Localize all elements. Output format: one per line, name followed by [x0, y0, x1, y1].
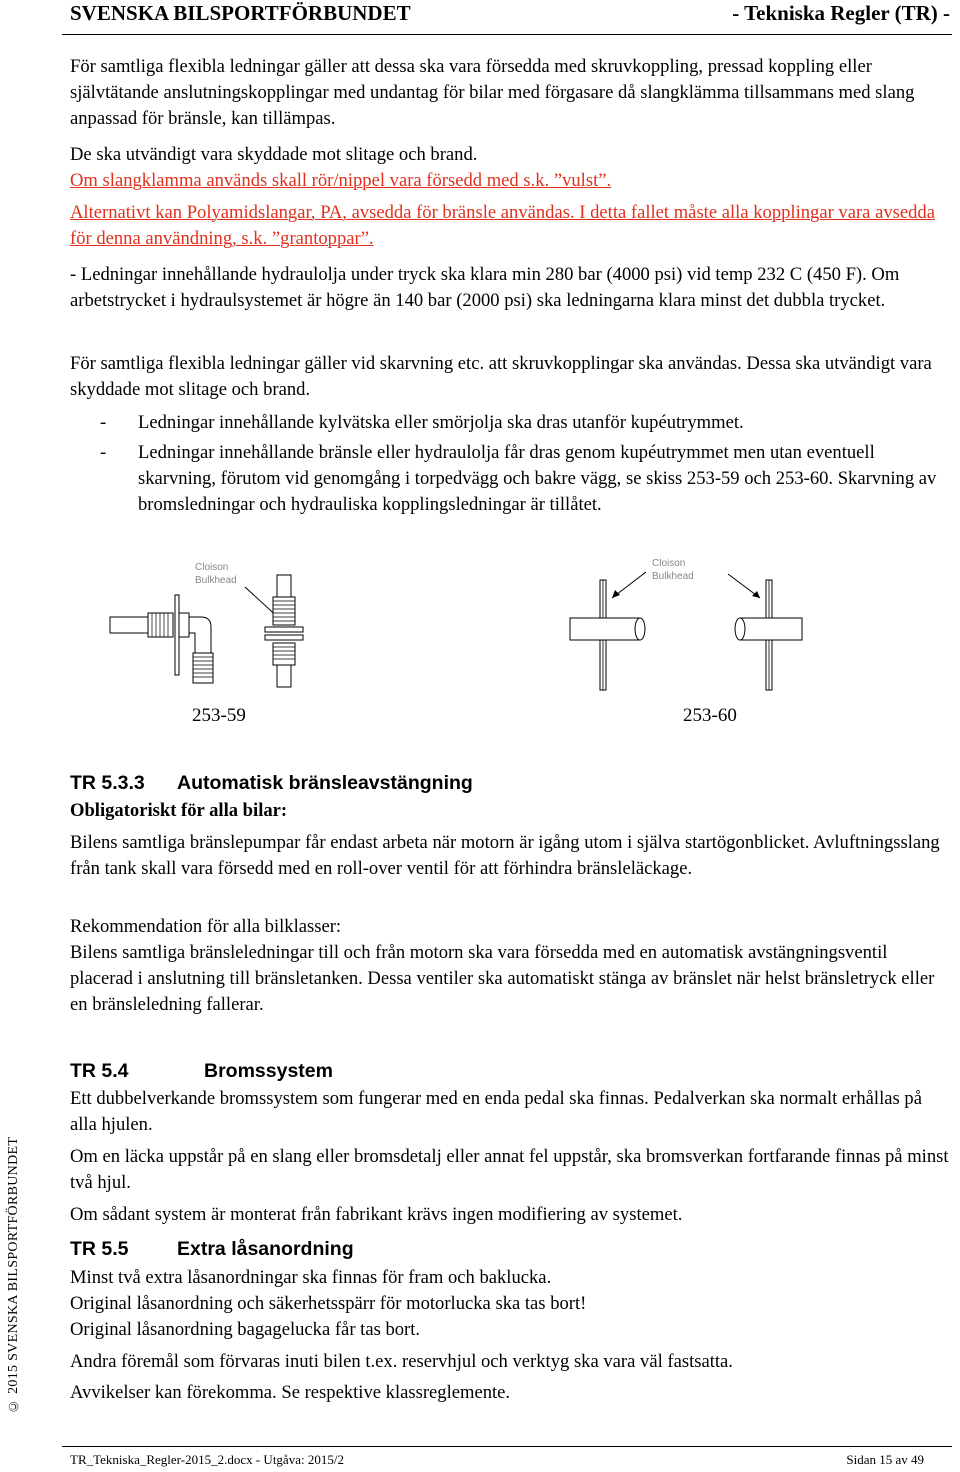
- section-5-3-3-subtitle: Obligatoriskt för alla bilar:: [70, 800, 288, 821]
- figure-caption-253-59: 253-59: [192, 705, 246, 726]
- footer-page-number: Sidan 15 av 49: [846, 1452, 924, 1467]
- figure-caption-253-60: 253-60: [683, 705, 737, 726]
- paragraph-flexible-lines: För samtliga flexibla ledningar gäller att dessa ska vara försedda med skruvkoppling, pressad koppling eller självtätande anslutningskopplingar med undantag för bilar med förgasare då slangklämma tillsammans med slang anpassad för bränsle, kan tillämpas.: [70, 56, 915, 129]
- header-divider: [62, 34, 952, 35]
- section-number-5-3-3: TR 5.3.3: [70, 772, 145, 794]
- paragraph-shutoff-valve: Bilens samtliga bränsleledningar till och från motorn ska vara försedda med en automatisk avstängningsventil placerad i anslutning till bränsletanken. Dessa ventiler ska automatiskt stänga av bränslet när helst bränsletryck eller en bränsleledning fallerar.: [70, 942, 935, 1015]
- line-deviations: Avvikelser kan förekomma. Se respektive klassreglemente.: [70, 1382, 511, 1403]
- line-original-lock-trunk: Original låsanordning bagagelucka får tas bort.: [70, 1319, 421, 1340]
- bullet-dash: -: [100, 412, 107, 433]
- paragraph-dual-brake: Ett dubbelverkande bromssystem som fungerar med en enda pedal ska finnas. Pedalverkan ska normalt erhållas på alla hjulen.: [70, 1088, 922, 1135]
- page-header: [70, 0, 950, 28]
- section-title-5-5: Extra låsanordning: [177, 1238, 354, 1260]
- paragraph-recommendation-title: Rekommendation för alla bilklasser:: [70, 916, 342, 937]
- figure-label-cloison: Cloison: [195, 562, 229, 573]
- bullet-coolant: Ledningar innehållande kylvätska eller smörjolja ska dras utanför kupéutrymmet.: [138, 412, 744, 433]
- figure-label-cloison: Cloison: [652, 558, 686, 569]
- paragraph-red-hose-clamp: Om slangklamma används skall rör/nippel vara försedd med s.k. ”vulst”.: [70, 170, 612, 191]
- paragraph-joints: För samtliga flexibla ledningar gäller vid skarvning etc. att skruvkopplingar ska användas. Dessa ska utvändigt vara skyddade mot slitage och brand.: [70, 353, 932, 400]
- bullet-dash: -: [100, 442, 107, 463]
- figure-label-bulkhead: Bulkhead: [195, 575, 237, 586]
- header-org: SVENSKA BILSPORTFÖRBUNDET: [70, 1, 411, 25]
- section-title-5-3-3: Automatisk bränsleavstängning: [177, 772, 473, 794]
- paragraph-protection: De ska utvändigt vara skyddade mot slitage och brand.: [70, 144, 478, 165]
- paragraph-brake-leak: Om en läcka uppstår på en slang eller bromsdetalj eller annat fel uppstår, ska bromsverkan fortfarande finnas på minst två hjul.: [70, 1146, 949, 1193]
- figure-label-bulkhead: Bulkhead: [652, 571, 694, 582]
- line-secured-items: Andra föremål som förvaras inuti bilen t.ex. reservhjul och verktyg ska vara väl fastsatta.: [70, 1351, 733, 1372]
- section-number-5-5: TR 5.5: [70, 1238, 129, 1260]
- line-original-lock-hood: Original låsanordning och säkerhetsspärr för motorlucka ska tas bort!: [70, 1293, 587, 1314]
- figure-253-59: [105, 555, 335, 695]
- section-title-5-4: Bromssystem: [204, 1060, 333, 1082]
- paragraph-hydraulic: - Ledningar innehållande hydraulolja under tryck ska klara min 280 bar (4000 psi) vid temp 232 C (450 F). Om arbetstrycket i hydraulsystemet är högre än 140 bar (2000 psi) ska ledningarna klara minst det dubbla trycket.: [70, 264, 900, 311]
- sidebar-copyright: © 2015 SVENSKA BILSPORTFÖRBUNDET: [6, 1136, 21, 1414]
- paragraph-fuel-pumps: Bilens samtliga bränslepumpar får endast arbeta när motorn är igång utom i själva startögonblicket. Avluftningsslang från tank skall vara försedd med en roll-over ventil för att förhindra bränsleläckage.: [70, 832, 940, 879]
- bullet-fuel-hydraulic: Ledningar innehållande bränsle eller hydraulolja får dras genom kupéutrymmet men utan eventuell skarvning, förutom vid genomgång i torpedvägg och bakre vägg, se skiss 253-59 och 253-60. Skarvning av bromsledningar och hydrauliska kopplingsledningar är tillåtet.: [138, 442, 937, 515]
- section-number-5-4: TR 5.4: [70, 1060, 129, 1082]
- footer-divider: [62, 1446, 952, 1447]
- line-extra-locks: Minst två extra låsanordningar ska finnas för fram och baklucka.: [70, 1267, 552, 1288]
- header-doc-title: - Tekniska Regler (TR) -: [732, 1, 950, 25]
- paragraph-brake-factory: Om sådant system är monterat från fabrikant krävs ingen modifiering av systemet.: [70, 1204, 683, 1225]
- paragraph-red-polyamide: Alternativt kan Polyamidslangar, PA, avsedda för bränsle användas. I detta fallet måste alla kopplingar vara avsedda för denna användning, s.k. ”grantoppar”.: [70, 202, 935, 249]
- figure-253-60: [560, 550, 820, 700]
- footer-filename: TR_Tekniska_Regler-2015_2.docx - Utgåva: 2015/2: [70, 1452, 344, 1467]
